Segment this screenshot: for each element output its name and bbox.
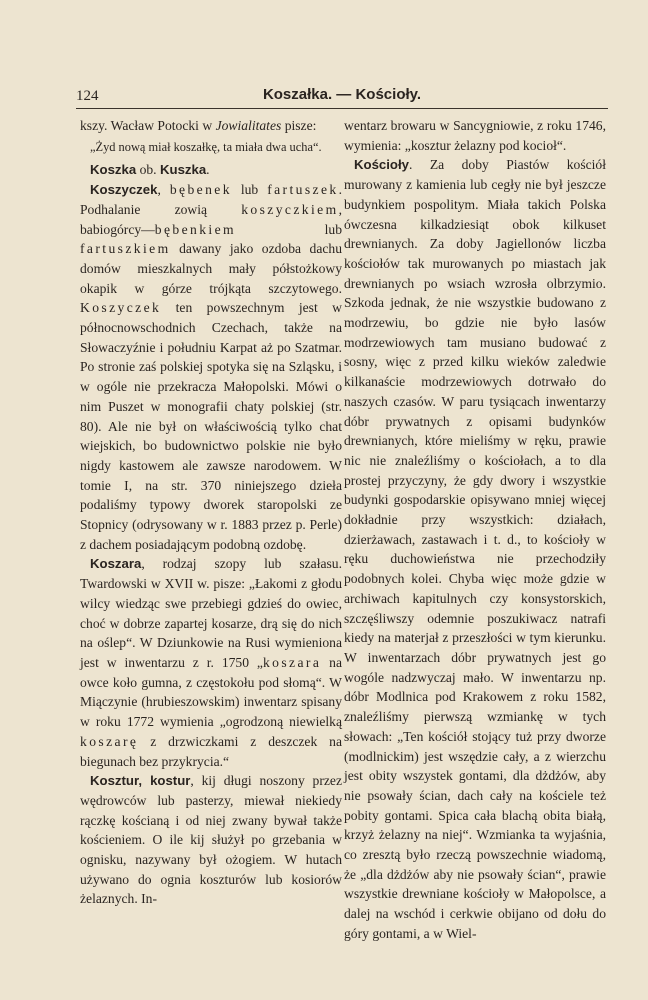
work-title: Jowialitates [215, 118, 282, 133]
headword: Kosztur, kostur [90, 773, 191, 789]
continuation-paragraph: kszy. Wacław Potocki w Jowialitates pisze: [80, 118, 317, 133]
headword: Koszara [90, 556, 142, 572]
running-title: Koszałka. — Kościoły. [262, 86, 422, 103]
entry-koszara: Koszara, rodzaj szopy lub szałasu. Twardowski w XVII w. pisze: „Łakomi z głodu wilcy wiedząc swe przebiegi gdzieś do owiec, choć w dobrze zapartej kosarze, drą się do nich na oślep“. W Dziunkowie na Rusi wymieniona jest w inwentarzu z r. 1750 „koszara na owce koło gumna, z częstokołu pod słomą“. W Miączynie (hrubieszowskim) inwentarz spisany w roku 1772 wymienia „ogrodzoną niewielką koszarę z drzwiczkami z deszczek na biegunach bez przykrycia.“ [80, 556, 343, 769]
cross-reference: Kuszka [159, 162, 207, 178]
entry-koszka: Koszka ob. Kuszka. [90, 162, 210, 178]
running-header [76, 86, 608, 109]
entry-koszyczek: Koszyczek, bębenek lub fartuszek. Podhalanie zowią koszyczkiem, babiogórcy—bębenkiem lub fartuszkiem dawany jako ozdoba dachu domów mieszkalnych mały półstożkowy okapik w górze trójkąta szczytowego. Koszyczek ten powszechnym jest w północnowschodnich Czechach, także na Słowaczyźnie i południu Karpat aż po Szatmar. Po stronie zaś polskiej spotyka się na Szląsku, i w ogóle nie przekracza Małopolski. Mówi o nim Puszet w monografii chaty polskiej (str. 80). Ale nie był on właściwością tylko chat wiejskich, bo budownictwo polskie nie było nigdy kastowem ale zawsze narodowem. W tomie I, na str. 370 niniejszego dzieła podaliśmy typowy dworek staropolski ze Stopnicy (odrysowany w r. 1883 przez p. Perle) z dachem posiadającym podobną ozdobę. [80, 182, 343, 552]
headword: Koszyczek [90, 182, 158, 198]
quote: „Żyd nową miał koszałkę, ta miała dwa ucha“. [90, 139, 322, 154]
left-column [80, 116, 342, 909]
continuation-paragraph: wentarz browaru w Sancygniowie, z roku 1746, wymienia: „kosztur żelazny pod kocioł“. [344, 118, 606, 153]
headword: Kościoły [354, 157, 409, 173]
entry-koscioly: Kościoły. Za doby Piastów kościół murowany z kamienia lub cegły nie był jeszcze budynkiem pospolitym. Miała takich Polska ówczesna kilkadziesiąt obok kilkuset drewnianych. Za doby Jagiellonów liczba kościołów tak murowanych po miastach jak drewnianych po wsiach wzrosła olbrzymio. Szkoda jednak, że nie wszystkie budowano z modrzewiu, bo gdzie nie było lasów modrzewiowych tam musiano budować z sosny, więc z przed kilku wieków zaledwie kilkanaście modrzewiowych dotrwało do naszych czasów. W paru tysiącach inwentarzy dóbr prywatnych z opisami budynków drewnianych, które mieliśmy w ręku, prawie nic nie znaleźliśmy o kościołach, a to dla prostej przyczyny, że gdy dwory i wszystkie budynki gospodarskie opisywano mniej więcej dokładnie przy wszystkich: działach, dzierżawach, zastawach i t. d., to kościoły w ręku duchowieństwa nie przechodziły podobnych kolei. Chyba więc może gdzie w archiwach kapitulnych czy konsystorskich, szczęśliwszy odemnie poszukiwacz natrafi kiedy na materjał z przeszłości w tym kierunku. W inwentarzach dóbr prywatnych jest go wogóle nadzwyczaj mało. W inwentarzu np. dóbr Modlnica pod Krakowem z roku 1582, znaleźliśmy pierwszą wzmiankę w tych słowach: „Ten kościół stojący tuż przy dworze (modlnickim) jest wszędzie cały, a z wierzchu jest obity wszystek gontami, dla dżdżów, aby nie psowały ścian, dach cały na kościele też pobity gontami. Spica cała blachą obita białą, krzyż żelazny na niej“. Wzmianka ta wyjaśnia, co zresztą było rzeczą powszechnie wiadomą, że „dla dżdżów aby nie psowały ścian“, prawie wszystkie drewniane kościoły w Małopolsce, a dalej na wschód i cerkwie obijano od dołu do góry gontami, a w Wiel- [344, 157, 606, 941]
right-column [344, 116, 606, 944]
page-number: 124 [76, 88, 99, 104]
entry-kosztur: Kosztur, kostur, kij długi noszony przez wędrowców lub pasterzy, miewał niekiedy rączkę kościaną i od niej zwany bywał także kościeniem. O ile kij służył po grzebania w ognisku, nazywany był ożogiem. W hutach używano do ognia koszturów lub kosiorów żelaznych. In- [80, 773, 342, 907]
headword: Koszka [90, 162, 137, 178]
